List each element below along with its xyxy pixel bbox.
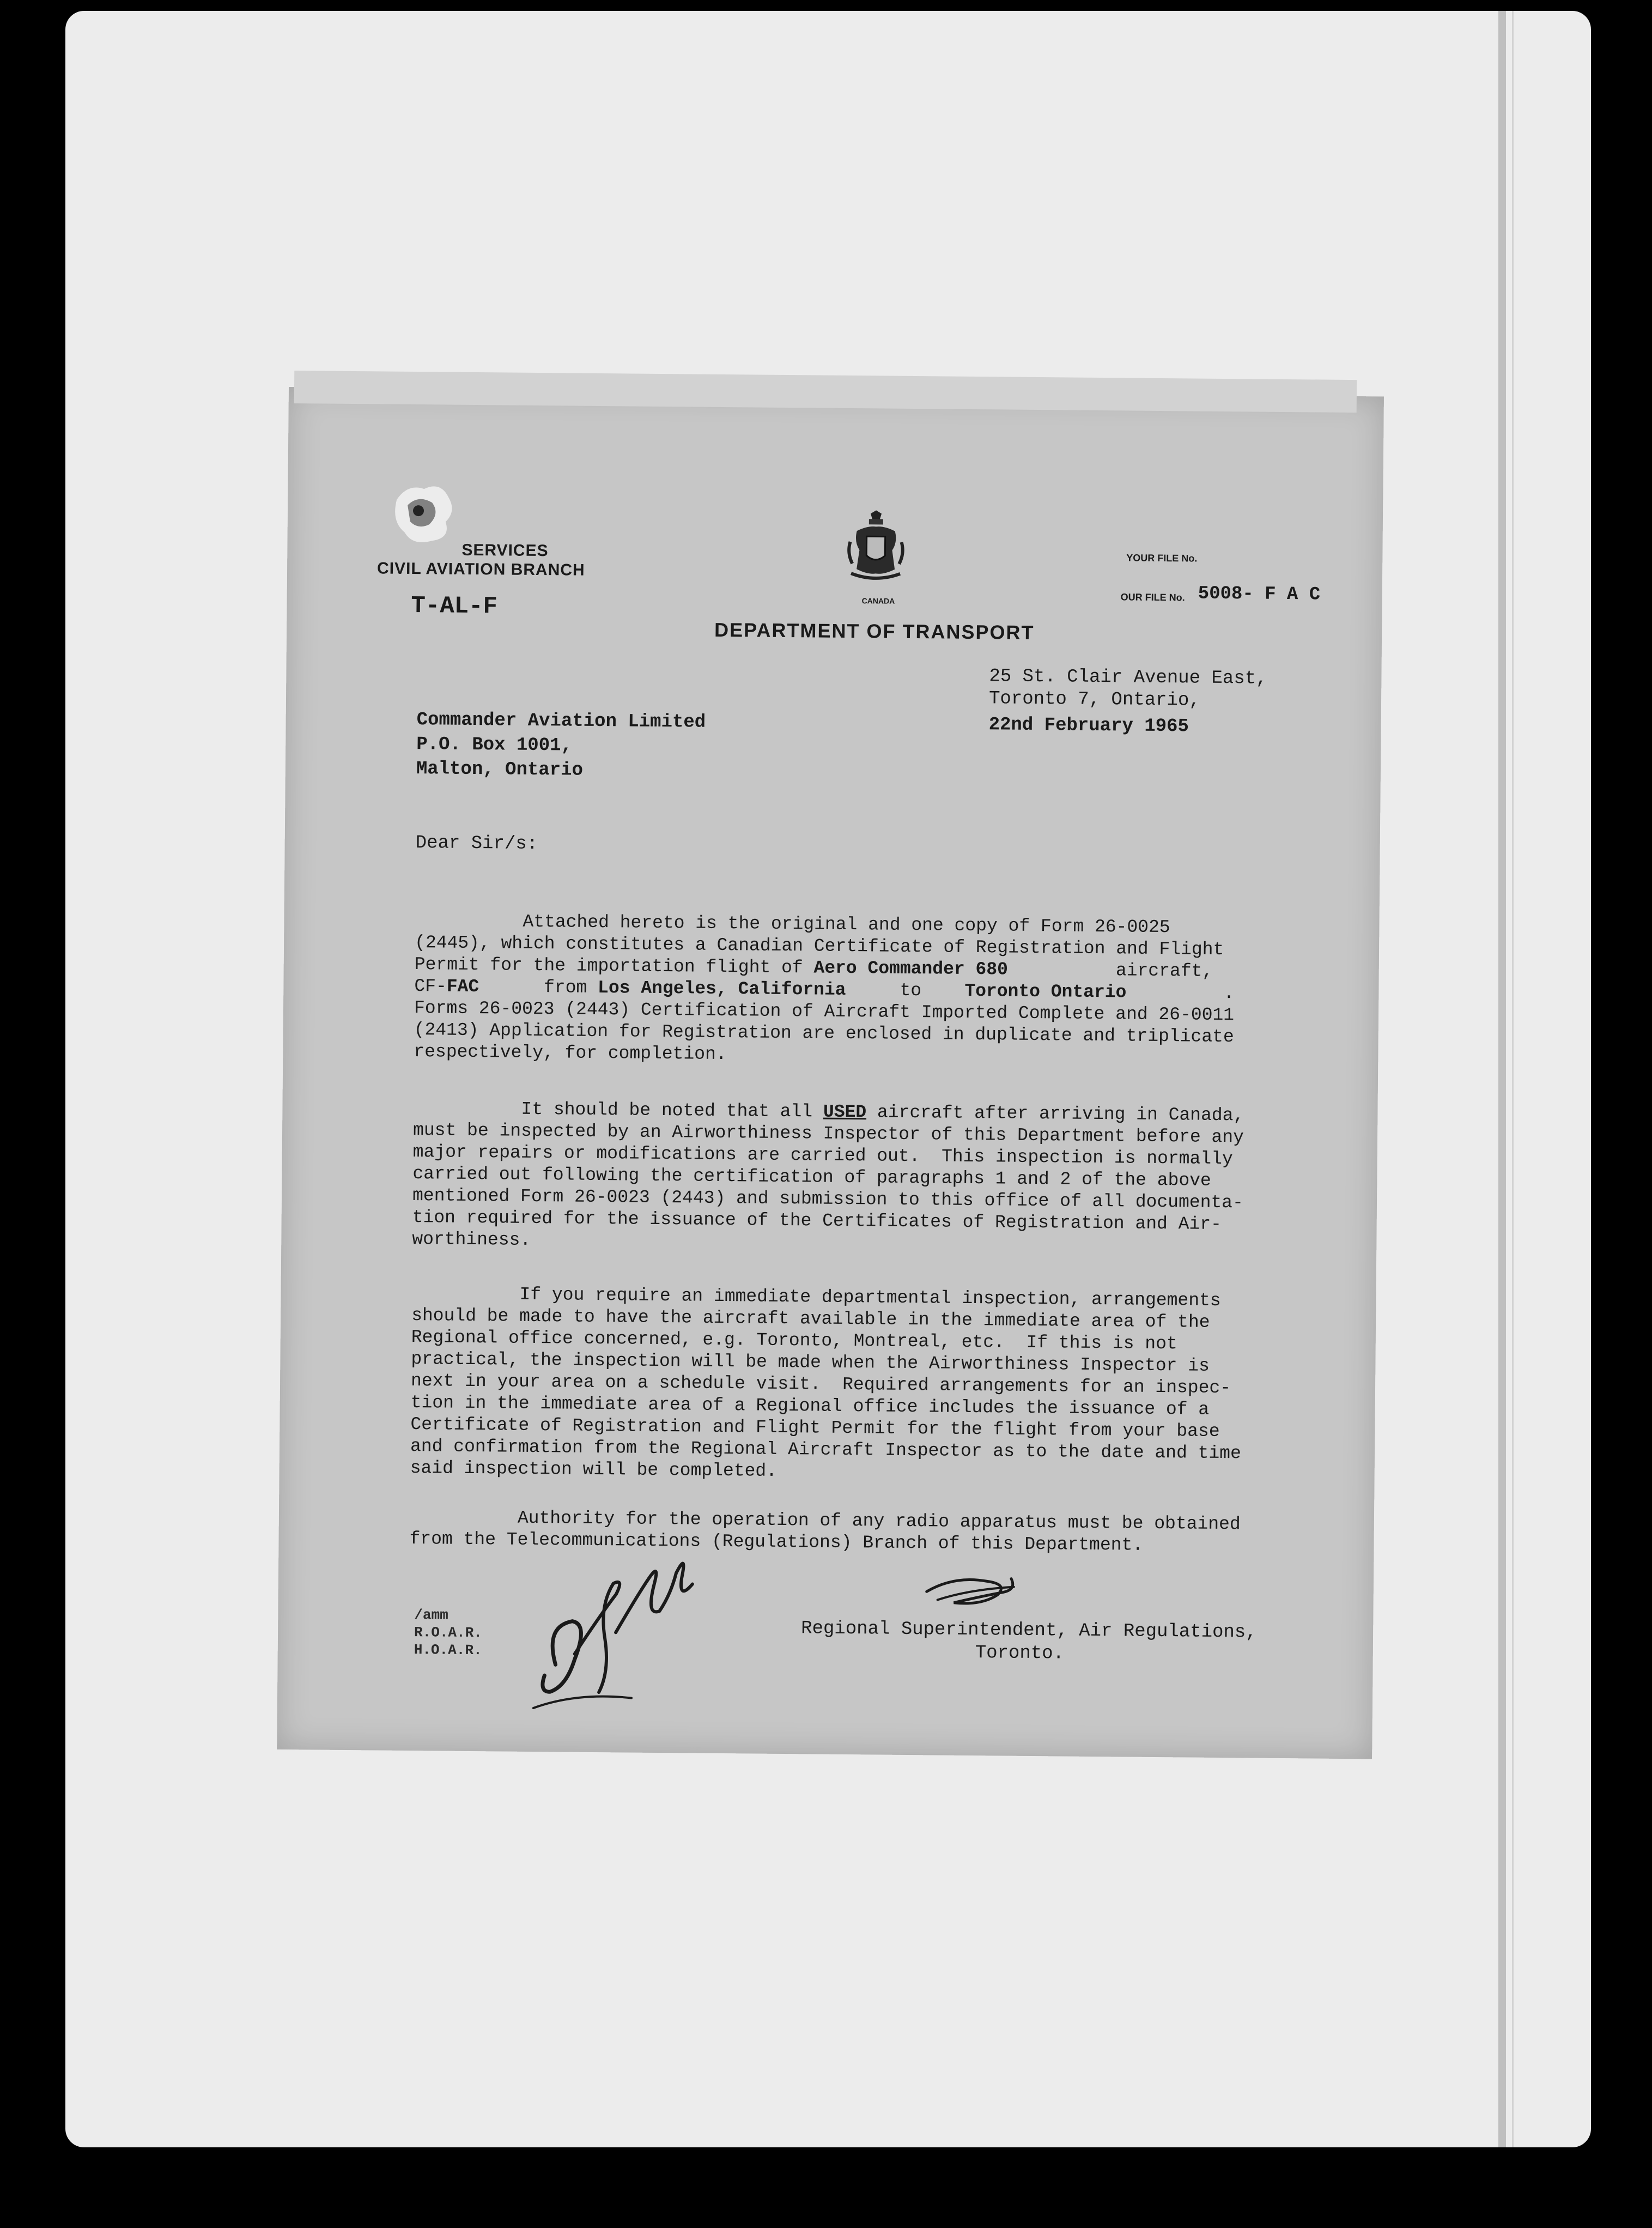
file-reference: T-AL-F [411,592,498,621]
your-file-label: YOUR FILE No. [1126,552,1198,564]
p1-from-label: from [479,977,598,998]
p1-line4-prefix: CF- [414,976,447,997]
sender-address-line1: 25 St. Clair Avenue East, [989,666,1267,689]
used-emphasis: USED [823,1101,867,1123]
letter-date: 22nd February 1965 [988,715,1189,737]
p3-line5: next in your area on a schedule visit. Required arrangements for an inspec- [410,1371,1231,1398]
initials-flourish [921,1564,1019,1620]
recipient-line1: Commander Aviation Limited [416,710,706,733]
p1-line4-end: . [1126,982,1235,1004]
recipient-line2: P.O. Box 1001, [416,734,573,756]
p1-line1: Attached hereto is the original and one copy of Form 26-0025 [415,911,1170,938]
branch-heading-line2: CIVIL AVIATION BRANCH [376,559,585,579]
p2-line1-end: aircraft after arriving in Canada, [866,1102,1244,1126]
p3-line1: If you require an immediate departmental inspection, arrangements [411,1283,1221,1311]
p2-line5: mentioned Form 26-0023 (2443) and submission to this office of all documenta- [412,1185,1244,1213]
p3-line9: said inspection will be completed. [410,1458,778,1481]
p2-line3: major repairs or modifications are carried out. This inspection is normally [412,1142,1233,1170]
crest-caption: CANADA [861,596,895,606]
aircraft-registration: FAC [446,976,479,997]
signatory-city: Toronto. [975,1643,1065,1664]
paragraph-1 [414,888,1235,1070]
p1-to-label: to [846,979,965,1001]
p4-line2: from the Telecommunications (Regulations) Branch of this Department. [409,1529,1144,1555]
signatory-title: Regional Superintendent, Air Regulations, [800,1618,1257,1643]
our-file-label: OUR FILE No. [1120,591,1185,603]
canada-coat-of-arms-icon [846,509,906,591]
letter-page [277,387,1384,1759]
typist-reference-line1: /amm [414,1607,448,1624]
p2-line7: worthiness. [412,1229,531,1250]
flight-destination: Toronto Ontario [964,980,1127,1003]
recipient-line3: Malton, Ontario [416,759,584,781]
typist-reference-line3: H.O.A.R. [414,1642,482,1659]
flight-origin: Los Angeles, California [597,977,846,1000]
p1-line2: (2445), which constitutes a Canadian Certificate of Registration and Flight [414,933,1224,960]
handwritten-signature [523,1528,709,1726]
aircraft-type: Aero Commander 680 [813,958,1009,980]
p2-line1-start: It should be noted that all [413,1098,824,1122]
p2-line6: tion required for the issuance of the Certificates of Registration and Air- [412,1207,1222,1234]
p3-line2: should be made to have the aircraft available in the immediate area of the [411,1305,1210,1333]
p3-line3: Regional office concerned, e.g. Toronto, Montreal, etc. If this is not [411,1327,1177,1354]
p3-line6: tion in the immediate area of a Regional office includes the issuance of a [410,1393,1210,1420]
typist-reference-line2: R.O.A.R. [414,1624,483,1642]
p4-line1: Authority for the operation of any radio apparatus must be obtained [409,1507,1241,1535]
our-file-number: 5008- F A C [1198,583,1321,606]
department-heading: DEPARTMENT OF TRANSPORT [714,618,1035,644]
p1-line5: Forms 26-0023 (2443) Certification of Aircraft Imported Complete and 26-0011 [414,998,1235,1026]
p1-line6: (2413) Application for Registration are enclosed in duplicate and triplicate [414,1020,1234,1048]
sender-address-line2: Toronto 7, Ontario, [988,688,1200,711]
ink-stamp-mark [385,478,462,549]
p1-line3-end: aircraft, [1007,959,1213,982]
film-edge-line [1498,11,1506,2147]
paragraph-2 [412,1076,1244,1257]
p3-line7: Certificate of Registration and Flight Permit for the flight from your base [410,1414,1220,1442]
p2-line4: carried out following the certification of paragraphs 1 and 2 of the above [412,1164,1211,1191]
paragraph-3 [410,1261,1243,1486]
p3-line4: practical, the inspection will be made when the Airworthiness Inspector is [411,1349,1210,1376]
p1-line3-text: Permit for the importation flight of [414,954,814,978]
p3-line8: and confirmation from the Regional Aircraft Inspector as to the date and time [410,1436,1242,1464]
p2-line2: must be inspected by an Airworthiness Inspector of this Department before any [412,1120,1244,1148]
p1-line7: respectively, for completion. [414,1042,727,1065]
salutation: Dear Sir/s: [415,833,538,855]
film-edge-line-secondary [1512,11,1514,2147]
branch-heading-line1: SERVICES [461,541,549,560]
